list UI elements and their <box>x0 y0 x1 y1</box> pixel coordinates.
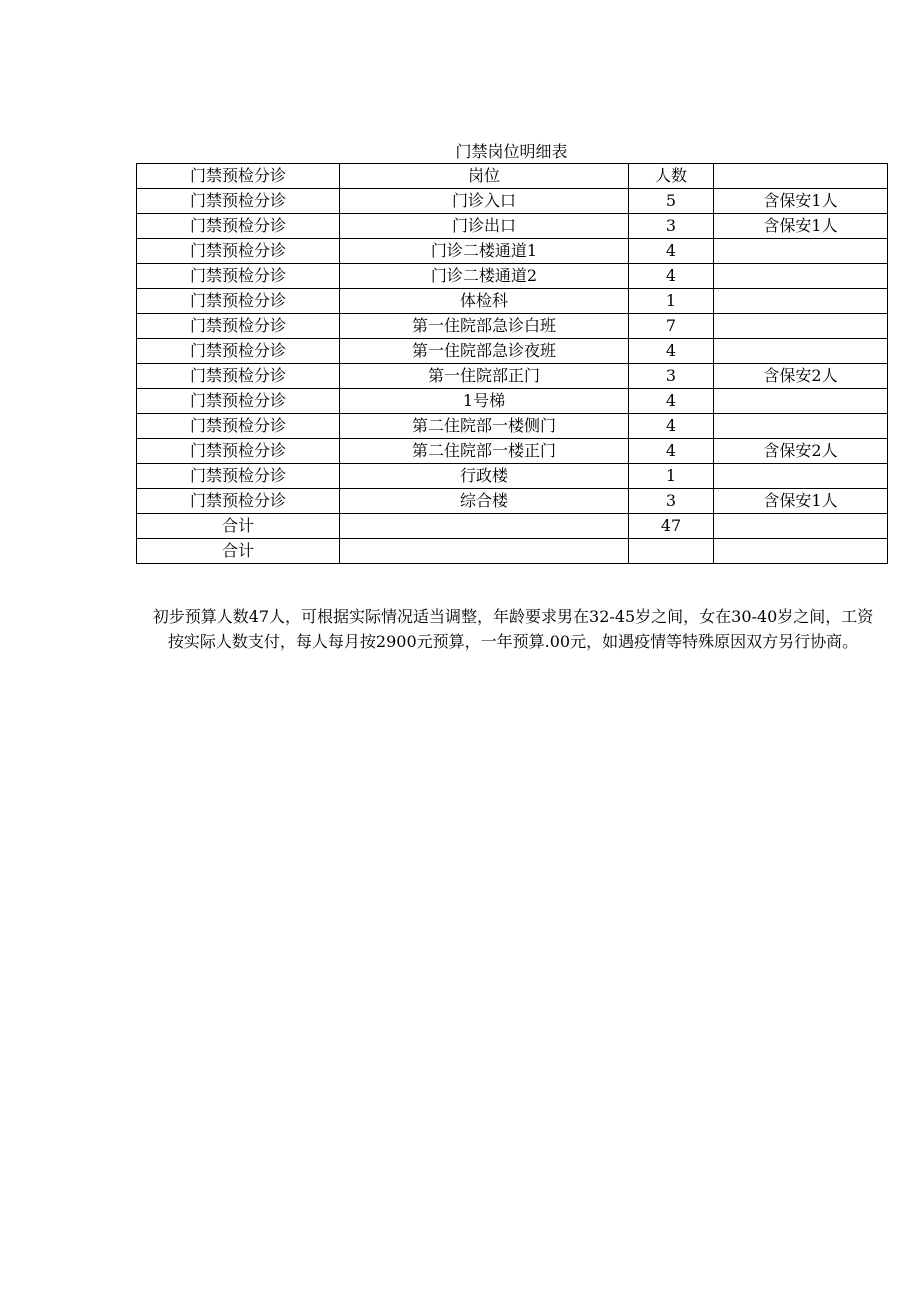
table-row <box>137 489 888 514</box>
cell-post <box>340 539 629 564</box>
header-cell-remark <box>714 164 888 189</box>
cell-headcount: 4 <box>629 389 714 414</box>
table-row <box>137 439 888 464</box>
cell-remark <box>714 389 888 414</box>
header-cell-post: 岗位 <box>340 164 629 189</box>
table-row <box>137 189 888 214</box>
cell-headcount: 4 <box>629 339 714 364</box>
cell-remark <box>714 339 888 364</box>
cell-remark: 含保安1人 <box>714 489 888 514</box>
header-cell-headcount: 人数 <box>629 164 714 189</box>
cell-headcount: 3 <box>629 214 714 239</box>
cell-post: 门诊出口 <box>340 214 629 239</box>
table-row <box>137 414 888 439</box>
cell-post: 1号梯 <box>340 389 629 414</box>
table-row <box>137 314 888 339</box>
cell-department: 门禁预检分诊 <box>137 239 340 264</box>
table-row <box>137 289 888 314</box>
cell-post: 门诊入口 <box>340 189 629 214</box>
cell-remark: 含保安2人 <box>714 364 888 389</box>
cell-department: 门禁预检分诊 <box>137 414 340 439</box>
cell-headcount: 3 <box>629 364 714 389</box>
table-row <box>137 214 888 239</box>
cell-department: 合计 <box>137 514 340 539</box>
cell-remark <box>714 464 888 489</box>
table-row <box>137 264 888 289</box>
cell-post: 第一住院部急诊白班 <box>340 314 629 339</box>
cell-headcount: 4 <box>629 239 714 264</box>
cell-department: 门禁预检分诊 <box>137 264 340 289</box>
cell-headcount: 4 <box>629 439 714 464</box>
table-row <box>137 464 888 489</box>
cell-headcount <box>629 539 714 564</box>
cell-headcount: 5 <box>629 189 714 214</box>
cell-headcount: 3 <box>629 489 714 514</box>
cell-department: 门禁预检分诊 <box>137 364 340 389</box>
table-row <box>137 239 888 264</box>
staffing-table <box>136 163 888 564</box>
cell-remark <box>714 314 888 339</box>
cell-post: 行政楼 <box>340 464 629 489</box>
table-row <box>137 389 888 414</box>
cell-department: 门禁预检分诊 <box>137 389 340 414</box>
cell-department: 门禁预检分诊 <box>137 439 340 464</box>
cell-department: 门禁预检分诊 <box>137 314 340 339</box>
cell-department: 门禁预检分诊 <box>137 189 340 214</box>
cell-headcount: 4 <box>629 264 714 289</box>
cell-headcount: 4 <box>629 414 714 439</box>
cell-headcount: 47 <box>629 514 714 539</box>
cell-post: 门诊二楼通道1 <box>340 239 629 264</box>
cell-department: 门禁预检分诊 <box>137 214 340 239</box>
cell-post <box>340 514 629 539</box>
cell-headcount: 1 <box>629 464 714 489</box>
cell-post: 体检科 <box>340 289 629 314</box>
cell-post: 第二住院部一楼侧门 <box>340 414 629 439</box>
cell-department: 门禁预检分诊 <box>137 489 340 514</box>
budget-note: 初步预算人数47人，可根据实际情况适当调整，年龄要求男在32-45岁之间，女在30-40岁之间，工资按实际人数支付，每人每月按2900元预算，一年预算.00元，如遇疫情等特殊原因双方另行协商。 <box>152 607 874 651</box>
cell-remark <box>714 514 888 539</box>
cell-department: 合计 <box>137 539 340 564</box>
header-cell-department: 门禁预检分诊 <box>137 164 340 189</box>
cell-headcount: 1 <box>629 289 714 314</box>
cell-post: 第二住院部一楼正门 <box>340 439 629 464</box>
cell-department: 门禁预检分诊 <box>137 464 340 489</box>
table-row <box>137 364 888 389</box>
cell-remark <box>714 289 888 314</box>
cell-post: 门诊二楼通道2 <box>340 264 629 289</box>
table-header-row <box>137 164 888 189</box>
cell-post: 第一住院部正门 <box>340 364 629 389</box>
cell-department: 门禁预检分诊 <box>137 289 340 314</box>
cell-headcount: 7 <box>629 314 714 339</box>
table-row <box>137 539 888 564</box>
table-row <box>137 514 888 539</box>
cell-post: 第一住院部急诊夜班 <box>340 339 629 364</box>
cell-remark <box>714 414 888 439</box>
table-title: 门禁岗位明细表 <box>455 142 568 161</box>
cell-post: 综合楼 <box>340 489 629 514</box>
cell-remark <box>714 264 888 289</box>
cell-department: 门禁预检分诊 <box>137 339 340 364</box>
cell-remark <box>714 239 888 264</box>
cell-remark: 含保安2人 <box>714 439 888 464</box>
cell-remark: 含保安1人 <box>714 214 888 239</box>
cell-remark <box>714 539 888 564</box>
cell-remark: 含保安1人 <box>714 189 888 214</box>
table-row <box>137 339 888 364</box>
